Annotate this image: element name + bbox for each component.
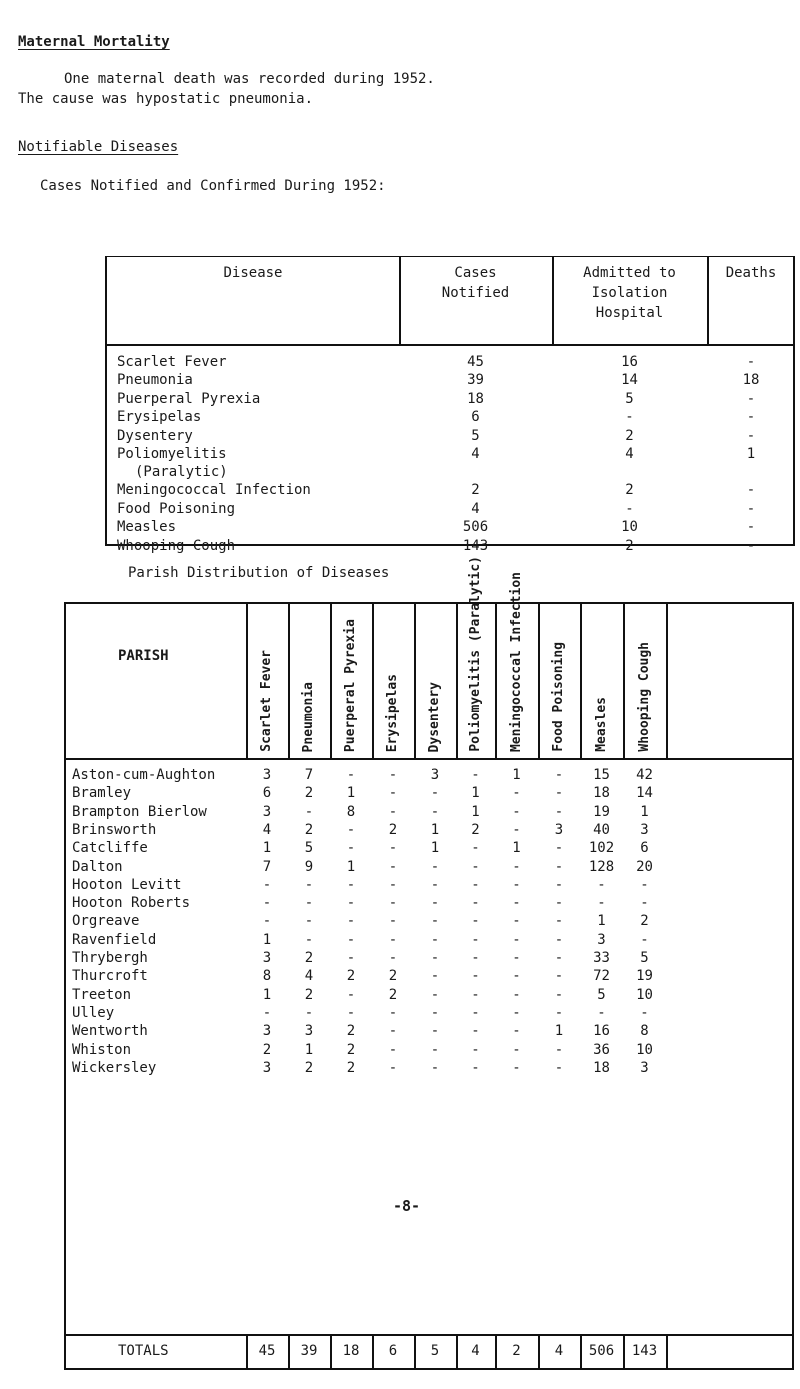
cell-value: - bbox=[640, 931, 649, 948]
cell-value: 1 bbox=[346, 858, 356, 875]
cell-value: - bbox=[640, 1004, 649, 1021]
cell-value: - bbox=[471, 858, 480, 875]
cell-value: 1 bbox=[346, 785, 356, 802]
cell-value: 102 bbox=[588, 840, 615, 857]
cell-value: 10 bbox=[636, 1041, 653, 1058]
cell-value: - bbox=[554, 950, 564, 966]
cell-value: 8 bbox=[262, 968, 272, 985]
cell-value: - bbox=[554, 895, 564, 912]
cell-value: 3 bbox=[262, 767, 272, 783]
cell-value: - bbox=[388, 950, 398, 966]
cell-value: - bbox=[512, 950, 521, 966]
cell-value: 2 bbox=[304, 1059, 314, 1076]
cell-value: - bbox=[512, 968, 521, 985]
cell-value: - bbox=[512, 986, 521, 1003]
total-value: 6 bbox=[388, 1343, 398, 1359]
cell-value: - bbox=[388, 1023, 398, 1040]
cases-notified-value: 506 bbox=[462, 519, 489, 536]
cases-notified-value: 4 bbox=[471, 500, 480, 517]
cell-value: 5 bbox=[640, 950, 649, 966]
deaths-value: - bbox=[746, 409, 756, 426]
parish-name: Wickersley bbox=[72, 1059, 157, 1076]
parish-distribution-heading: Parish Distribution of Diseases bbox=[128, 565, 390, 581]
cell-value: - bbox=[346, 913, 356, 930]
admitted-value: 14 bbox=[621, 372, 638, 389]
cell-value: 19 bbox=[593, 803, 610, 820]
cell-value: 1 bbox=[262, 931, 272, 948]
table-row bbox=[66, 876, 792, 894]
table-row bbox=[66, 1022, 792, 1040]
parish-name: Orgreave bbox=[72, 913, 140, 930]
cell-value: - bbox=[346, 950, 356, 966]
cell-value: - bbox=[512, 821, 521, 838]
maternal-text-line1: One maternal death was recorded during 1952. bbox=[64, 71, 435, 87]
parish-name: Brinsworth bbox=[72, 821, 157, 838]
admitted-value: 2 bbox=[625, 482, 634, 499]
admitted-value: 10 bbox=[621, 519, 638, 536]
cell-value: - bbox=[597, 876, 606, 893]
cell-value: - bbox=[430, 785, 440, 802]
deaths-value: - bbox=[746, 500, 756, 517]
cell-value: 5 bbox=[304, 840, 314, 857]
disease-name: Dysentery bbox=[117, 427, 193, 444]
admitted-value: 2 bbox=[625, 537, 634, 554]
cell-value: 5 bbox=[597, 986, 606, 1003]
cell-value: 1 bbox=[597, 913, 606, 930]
cell-value: 16 bbox=[593, 1023, 610, 1040]
header-disease: Disease bbox=[223, 265, 283, 281]
cell-value: 4 bbox=[262, 821, 272, 838]
column-header: Puerperal Pyrexia bbox=[343, 618, 358, 752]
cell-value: 1 bbox=[554, 1023, 564, 1040]
cell-value: - bbox=[554, 931, 564, 948]
disease-name: Measles bbox=[117, 519, 177, 536]
table-row bbox=[107, 537, 793, 555]
cell-value: - bbox=[430, 931, 440, 948]
cell-value: 9 bbox=[304, 858, 314, 875]
total-value: 45 bbox=[258, 1343, 276, 1359]
cell-value: - bbox=[388, 767, 398, 783]
total-value: 4 bbox=[554, 1343, 564, 1359]
cell-value: 1 bbox=[262, 986, 272, 1003]
cell-value: - bbox=[262, 913, 272, 930]
cases-notified-value: 45 bbox=[467, 354, 484, 370]
column-header: Measles bbox=[593, 697, 609, 752]
cell-value: - bbox=[471, 986, 480, 1003]
column-header: Scarlet Fever bbox=[259, 650, 274, 752]
cell-value: - bbox=[430, 950, 440, 966]
cell-value: - bbox=[554, 858, 564, 875]
cell-value: - bbox=[512, 1059, 521, 1076]
cell-value: - bbox=[512, 803, 521, 820]
cell-value: 1 bbox=[262, 840, 272, 857]
cases-notified-value: 2 bbox=[471, 482, 480, 499]
cell-value: 3 bbox=[597, 931, 606, 948]
cell-value: - bbox=[597, 895, 606, 912]
cell-value: - bbox=[304, 931, 314, 948]
cell-value: - bbox=[554, 1004, 564, 1021]
table-row bbox=[66, 1004, 792, 1022]
cell-value: - bbox=[471, 1041, 480, 1058]
cell-value: - bbox=[471, 913, 480, 930]
cell-value: 14 bbox=[636, 785, 653, 802]
cell-value: - bbox=[262, 876, 272, 893]
cell-value: - bbox=[346, 895, 356, 912]
cases-notified-value: 6 bbox=[471, 409, 480, 426]
cell-value: - bbox=[304, 1004, 314, 1021]
cases-notified-value: 18 bbox=[467, 390, 484, 407]
cell-value: - bbox=[471, 931, 480, 948]
deaths-value: - bbox=[746, 537, 756, 554]
disease-name: Whooping Cough bbox=[117, 537, 236, 554]
cell-value: 42 bbox=[636, 767, 653, 783]
cell-value: - bbox=[346, 821, 356, 838]
cell-value: 2 bbox=[640, 913, 649, 930]
cell-value: 18 bbox=[593, 1059, 610, 1076]
cell-value: - bbox=[512, 1041, 521, 1058]
totals-row bbox=[66, 1342, 792, 1360]
cell-value: - bbox=[554, 913, 564, 930]
disease-name: Scarlet Fever bbox=[117, 354, 227, 370]
deaths-value: 1 bbox=[746, 446, 756, 462]
cell-value: 128 bbox=[588, 858, 615, 875]
cell-value: 2 bbox=[304, 950, 314, 966]
cell-value: - bbox=[640, 876, 649, 893]
cell-value: - bbox=[430, 1004, 440, 1021]
table-row bbox=[66, 839, 792, 857]
parish-name: Bramley bbox=[72, 785, 132, 802]
cell-value: - bbox=[512, 931, 521, 948]
cell-value: 2 bbox=[346, 1041, 356, 1058]
cell-value: - bbox=[430, 876, 440, 893]
page-number: -8- bbox=[393, 1197, 421, 1215]
total-value: 18 bbox=[342, 1343, 360, 1359]
cell-value: - bbox=[262, 895, 272, 912]
admitted-value: - bbox=[625, 500, 634, 517]
disease-name: Food Poisoning bbox=[117, 500, 236, 517]
cell-value: - bbox=[346, 876, 356, 893]
cell-value: 72 bbox=[593, 968, 610, 985]
cell-value: - bbox=[554, 785, 564, 802]
total-value: 5 bbox=[430, 1343, 440, 1359]
table-row bbox=[107, 518, 793, 536]
cell-value: - bbox=[554, 968, 564, 985]
cell-value: - bbox=[430, 803, 440, 820]
cell-value: - bbox=[640, 895, 649, 912]
cell-value: 7 bbox=[262, 858, 272, 875]
cell-value: 3 bbox=[304, 1023, 314, 1040]
table-row bbox=[66, 766, 792, 784]
total-value: 143 bbox=[631, 1343, 658, 1359]
column-header: Poliomyelitis (Paralytic) bbox=[467, 556, 483, 752]
table-row bbox=[66, 784, 792, 802]
cell-value: - bbox=[430, 1041, 440, 1058]
cell-value: - bbox=[554, 803, 564, 820]
cell-value: - bbox=[471, 767, 480, 783]
total-value: 2 bbox=[512, 1343, 521, 1359]
cell-value: - bbox=[471, 840, 480, 857]
cell-value: - bbox=[512, 913, 521, 930]
table-row bbox=[66, 967, 792, 985]
cell-value: 3 bbox=[262, 1059, 272, 1076]
cell-value: 2 bbox=[388, 821, 398, 838]
cell-value: 4 bbox=[304, 968, 314, 985]
cell-value: - bbox=[304, 876, 314, 893]
cell-value: - bbox=[388, 840, 398, 857]
total-value: 39 bbox=[300, 1343, 318, 1359]
disease-name: Puerperal Pyrexia bbox=[117, 390, 261, 407]
cell-value: 6 bbox=[640, 840, 649, 857]
cell-value: 15 bbox=[593, 767, 610, 783]
total-value: 506 bbox=[588, 1343, 615, 1359]
cell-value: 7 bbox=[304, 767, 314, 783]
cell-value: - bbox=[262, 1004, 272, 1021]
table-row bbox=[66, 894, 792, 912]
table-row bbox=[107, 481, 793, 499]
cell-value: - bbox=[304, 913, 314, 930]
cell-value: - bbox=[471, 1059, 480, 1076]
table-row bbox=[66, 821, 792, 839]
table-row bbox=[107, 371, 793, 389]
cell-value: 3 bbox=[262, 803, 272, 820]
parish-name: Hooton Levitt bbox=[72, 876, 182, 893]
cell-value: 2 bbox=[388, 986, 398, 1003]
cell-value: - bbox=[388, 1059, 398, 1076]
column-header: Pneumonia bbox=[301, 681, 316, 752]
cell-value: - bbox=[471, 876, 480, 893]
disease-name-line2: (Paralytic) bbox=[135, 464, 228, 480]
cell-value: - bbox=[554, 767, 564, 783]
cell-value: 8 bbox=[640, 1023, 649, 1040]
cell-value: - bbox=[430, 968, 440, 985]
deaths-value: - bbox=[746, 354, 756, 370]
cell-value: 2 bbox=[388, 968, 398, 985]
cell-value: - bbox=[554, 876, 564, 893]
column-header: Food Poisoning bbox=[551, 642, 566, 752]
column-header: Meningococcal Infection bbox=[508, 571, 524, 752]
cell-value: - bbox=[512, 785, 521, 802]
parish-name: Thurcroft bbox=[72, 968, 148, 985]
cell-value: - bbox=[304, 895, 314, 912]
cell-value: - bbox=[430, 1059, 440, 1076]
cases-notified-value: 5 bbox=[471, 427, 480, 444]
cases-notified-value: 39 bbox=[467, 372, 484, 389]
cell-value: 33 bbox=[593, 950, 610, 966]
cell-value: - bbox=[597, 1004, 606, 1021]
cell-value: - bbox=[554, 1041, 564, 1058]
cell-value: - bbox=[388, 1041, 398, 1058]
notified-diseases-table bbox=[105, 256, 795, 554]
cell-value: - bbox=[388, 876, 398, 893]
notifiable-diseases-heading: Notifiable Diseases bbox=[18, 139, 179, 155]
cell-value: - bbox=[512, 1004, 521, 1021]
cell-value: - bbox=[388, 895, 398, 912]
cases-notified-value: 4 bbox=[471, 446, 480, 462]
parish-name: Ulley bbox=[72, 1004, 115, 1021]
cell-value: - bbox=[346, 840, 356, 857]
table-row bbox=[107, 445, 793, 463]
cell-value: - bbox=[430, 986, 440, 1003]
table-row bbox=[107, 427, 793, 445]
parish-name: Hooton Roberts bbox=[72, 895, 191, 912]
notifiable-subheading: Cases Notified and Confirmed During 1952: bbox=[40, 178, 386, 194]
deaths-value: - bbox=[746, 427, 756, 444]
admitted-value: 5 bbox=[625, 390, 634, 407]
table-row bbox=[66, 803, 792, 821]
cell-value: - bbox=[430, 913, 440, 930]
cell-value: - bbox=[554, 840, 564, 857]
disease-name: Pneumonia bbox=[117, 372, 193, 389]
parish-name: Ravenfield bbox=[72, 931, 157, 948]
cell-value: 1 bbox=[430, 821, 440, 838]
cell-value: 2 bbox=[346, 968, 356, 985]
parish-name: Thrybergh bbox=[72, 950, 148, 966]
cell-value: 3 bbox=[262, 1023, 272, 1040]
admitted-value: - bbox=[625, 409, 634, 426]
table-row bbox=[66, 858, 792, 876]
parish-name: Treeton bbox=[72, 986, 132, 1003]
parish-name: Brampton Bierlow bbox=[72, 803, 207, 820]
cell-value: 20 bbox=[636, 858, 653, 875]
cell-value: 3 bbox=[640, 821, 649, 838]
total-value: 4 bbox=[471, 1343, 480, 1359]
cell-value: - bbox=[471, 950, 480, 966]
cell-value: 3 bbox=[430, 767, 440, 783]
cases-notified-value: 143 bbox=[462, 537, 489, 554]
cell-value: - bbox=[346, 767, 356, 783]
cell-value: - bbox=[346, 931, 356, 948]
parish-name: Dalton bbox=[72, 858, 123, 875]
parish-name: Whiston bbox=[72, 1041, 132, 1058]
table-row bbox=[66, 949, 792, 967]
cell-value: - bbox=[388, 803, 398, 820]
parish-name: Wentworth bbox=[72, 1023, 148, 1040]
cell-value: - bbox=[471, 1004, 480, 1021]
cell-value: 2 bbox=[304, 986, 314, 1003]
cell-value: 3 bbox=[640, 1059, 649, 1076]
cell-value: - bbox=[346, 1004, 356, 1021]
column-header: Erysipelas bbox=[385, 673, 400, 752]
table-row bbox=[107, 353, 793, 371]
cell-value: - bbox=[554, 986, 564, 1003]
admitted-value: 16 bbox=[621, 354, 638, 370]
header-cases-notified: Cases Notified bbox=[441, 265, 510, 301]
cell-value: 6 bbox=[262, 785, 272, 802]
table-row bbox=[107, 390, 793, 408]
cell-value: - bbox=[554, 1059, 564, 1076]
cell-value: 1 bbox=[430, 840, 440, 857]
disease-name: Erysipelas bbox=[117, 409, 202, 426]
cell-value: 40 bbox=[593, 821, 610, 838]
admitted-value: 2 bbox=[625, 427, 634, 444]
cell-value: - bbox=[471, 968, 480, 985]
table-row bbox=[66, 1041, 792, 1059]
deaths-value: 18 bbox=[742, 372, 760, 389]
cell-value: 2 bbox=[346, 1059, 356, 1076]
deaths-value: - bbox=[746, 519, 756, 536]
cell-value: - bbox=[388, 858, 398, 875]
cell-value: 2 bbox=[304, 821, 314, 838]
disease-name: Poliomyelitis bbox=[117, 446, 227, 462]
cell-value: 2 bbox=[346, 1023, 356, 1040]
cell-value: 1 bbox=[304, 1041, 314, 1058]
cell-value: - bbox=[471, 1023, 480, 1040]
cell-value: - bbox=[430, 858, 440, 875]
maternal-mortality-heading: Maternal Mortality bbox=[18, 34, 170, 50]
cell-value: 36 bbox=[593, 1041, 610, 1058]
cell-value: 18 bbox=[593, 785, 610, 802]
table-row bbox=[66, 986, 792, 1004]
cell-value: 1 bbox=[512, 767, 521, 783]
table-row bbox=[66, 931, 792, 949]
disease-name: Meningococcal Infection bbox=[117, 482, 311, 499]
deaths-value: - bbox=[746, 482, 756, 499]
parish-name: Aston-cum-Aughton bbox=[72, 767, 216, 783]
maternal-text-line2: The cause was hypostatic pneumonia. bbox=[18, 91, 314, 107]
totals-label: TOTALS bbox=[118, 1343, 169, 1359]
cell-value: - bbox=[346, 986, 356, 1003]
header-deaths: Deaths bbox=[725, 265, 777, 281]
cell-value: - bbox=[388, 1004, 398, 1021]
header-parish: PARISH bbox=[118, 648, 169, 664]
cell-value: - bbox=[430, 1023, 440, 1040]
cell-value: - bbox=[512, 895, 521, 912]
cell-value: - bbox=[430, 895, 440, 912]
table-row bbox=[107, 500, 793, 518]
column-header: Dysentery bbox=[427, 681, 442, 752]
table-row bbox=[107, 408, 793, 426]
admitted-value: 4 bbox=[625, 446, 634, 462]
cell-value: 19 bbox=[636, 968, 653, 985]
cell-value: 1 bbox=[471, 785, 480, 802]
cell-value: 10 bbox=[636, 986, 653, 1003]
table-row bbox=[66, 1059, 792, 1077]
table-row bbox=[66, 912, 792, 930]
cell-value: 2 bbox=[262, 1041, 272, 1058]
cell-value: - bbox=[512, 876, 521, 893]
parish-name: Catcliffe bbox=[72, 840, 148, 857]
cell-value: - bbox=[471, 895, 480, 912]
cell-value: 3 bbox=[554, 821, 564, 838]
cell-value: - bbox=[304, 803, 314, 820]
deaths-value: - bbox=[746, 390, 756, 407]
cell-value: - bbox=[512, 1023, 521, 1040]
cell-value: 1 bbox=[640, 803, 649, 820]
cell-value: 8 bbox=[346, 803, 356, 820]
column-header: Whooping Cough bbox=[636, 642, 652, 752]
header-admitted: Admitted to Isolation Hospital bbox=[583, 265, 676, 321]
cell-value: - bbox=[388, 931, 398, 948]
cell-value: - bbox=[388, 913, 398, 930]
cell-value: 3 bbox=[262, 950, 272, 966]
cell-value: 2 bbox=[471, 821, 480, 838]
cell-value: - bbox=[512, 858, 521, 875]
cell-value: 1 bbox=[471, 803, 480, 820]
cell-value: 1 bbox=[512, 840, 521, 857]
cell-value: 2 bbox=[304, 785, 314, 802]
cell-value: - bbox=[388, 785, 398, 802]
